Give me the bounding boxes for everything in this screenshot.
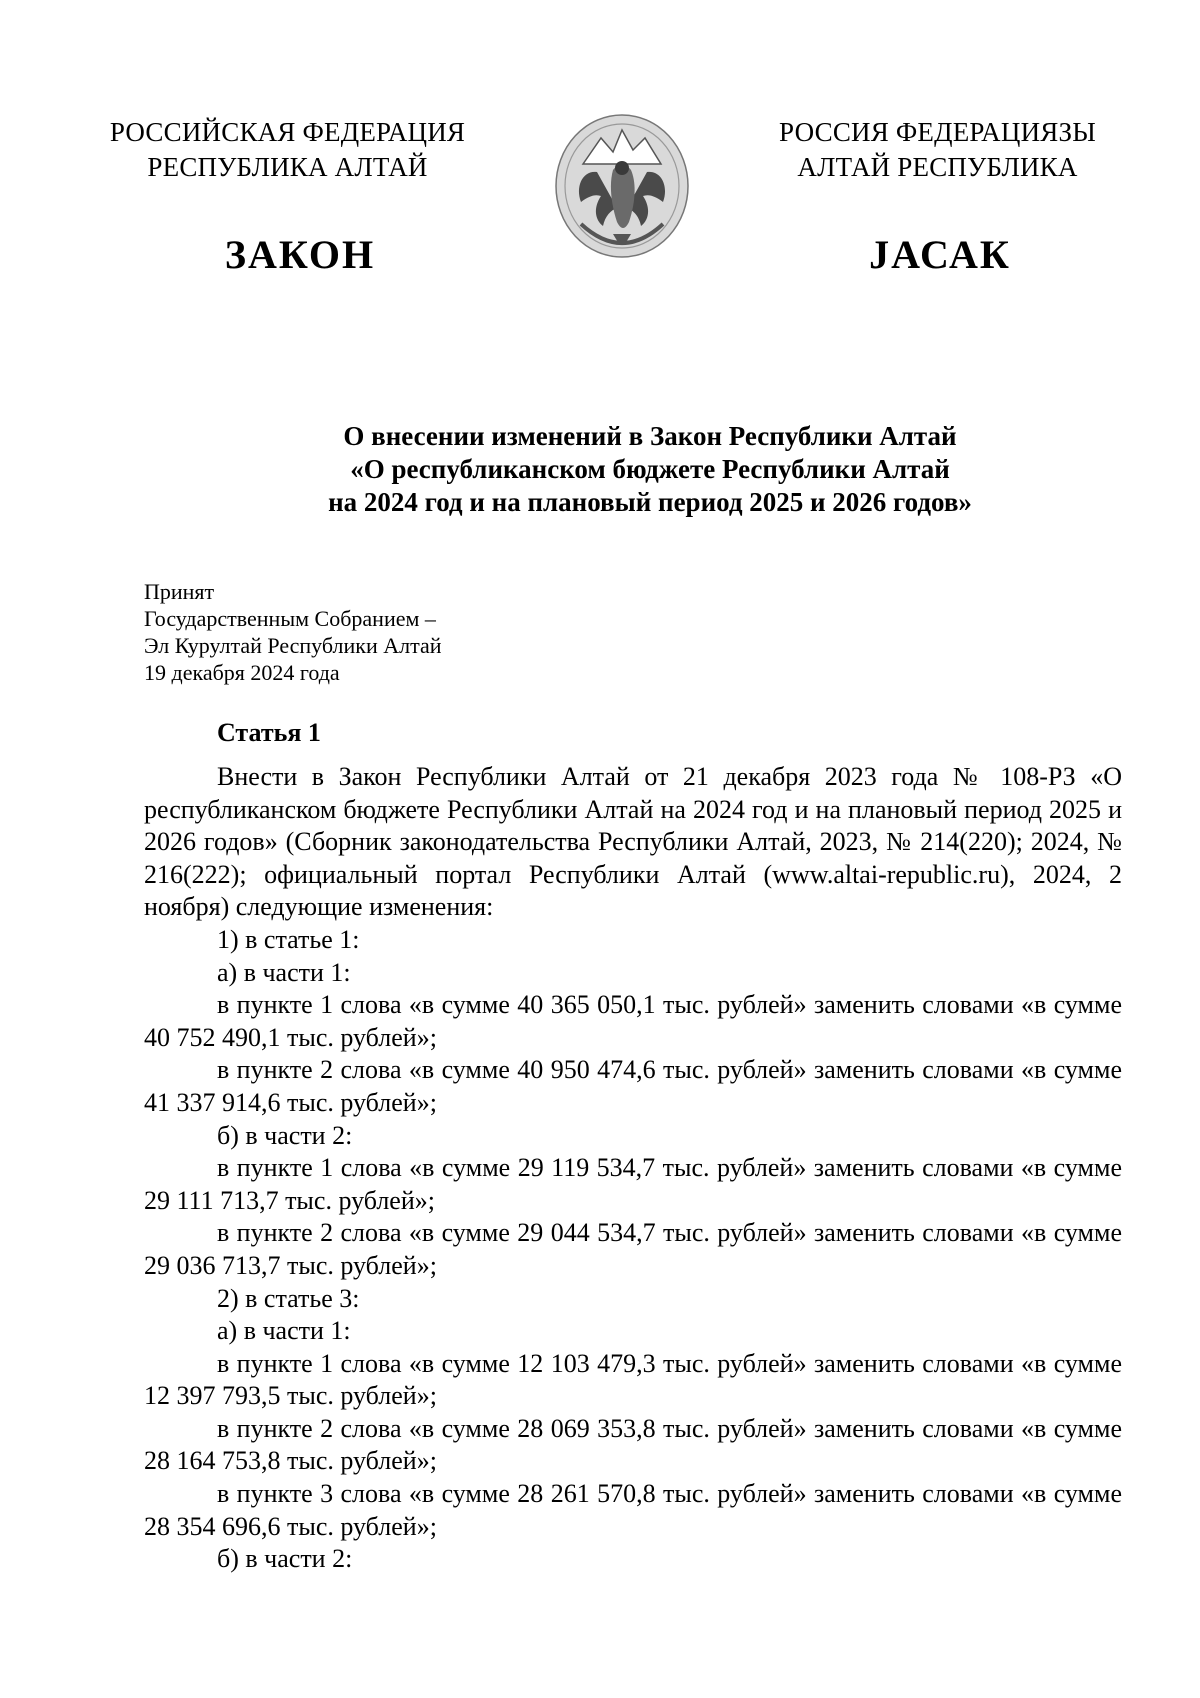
paragraph: в пункте 2 слова «в сумме 40 950 474,6 тыс. рублей» заменить словами «в сумме 41 337 914,6 тыс. рублей»; [144,1055,1122,1117]
paragraph: 1) в статье 1: [217,924,360,954]
paragraph: б) в части 2: [217,1544,353,1574]
coat-of-arms-icon [553,112,691,260]
header-right-line2: АЛТАЙ РЕСПУБЛИКА [797,152,1078,182]
header-right-line1: РОССИЯ ФЕДЕРАЦИЯЗЫ [779,117,1096,147]
header-left-line2: РЕСПУБЛИКА АЛТАЙ [147,152,428,182]
paragraph: в пункте 1 слова «в сумме 40 365 050,1 тыс. рублей» заменить словами «в сумме 40 752 490,1 тыс. рублей»; [144,990,1122,1052]
paragraph: а) в части 1: [217,957,351,987]
article-body [144,761,1122,1576]
adoption-line3: Эл Курултай Республики Алтай [144,633,442,658]
title-line1: О внесении изменений в Закон Республики Алтай [343,421,957,451]
article-heading: Статья 1 [217,718,321,747]
paragraph: б) в части 2: [217,1120,353,1150]
document-title [150,420,1150,519]
paragraph: в пункте 3 слова «в сумме 28 261 570,8 тыс. рублей» заменить словами «в сумме 28 354 696,6 тыс. рублей»; [144,1479,1122,1541]
paragraph: в пункте 2 слова «в сумме 29 044 534,7 тыс. рублей» заменить словами «в сумме 29 036 713,7 тыс. рублей»; [144,1218,1122,1280]
paragraph: в пункте 2 слова «в сумме 28 069 353,8 тыс. рублей» заменить словами «в сумме 28 164 753,8 тыс. рублей»; [144,1413,1122,1476]
title-line3: на 2024 год и на плановый период 2025 и 2026 годов» [328,487,972,517]
header-left [95,115,480,185]
title-line2: «О республиканском бюджете Республики Алтай [350,454,950,484]
header-right [755,115,1120,185]
paragraph: в пункте 1 слова «в сумме 12 103 479,3 тыс. рублей» заменить словами «в сумме 12 397 793,5 тыс. рублей»; [144,1348,1122,1411]
adoption-block [144,578,442,686]
paragraph: а) в части 1: [217,1316,351,1346]
adoption-line4: 19 декабря 2024 года [144,660,340,685]
adoption-line1: Принят [144,579,215,604]
adoption-line2: Государственным Собранием – [144,606,436,631]
paragraph: Внести в Закон Республики Алтай от 21 декабря 2023 года № 108-РЗ «О республиканском бюджете Республики Алтай на 2024 год и на плановый период 2025 и 2026 годов» (Сборник законодательства Республики Алтай, 2023, № 214(220); 2024, № 216(222); официальный портал Республики Алтай (www.altai-republic.ru), 2024, 2 ноября) следующие изменения: [144,762,1122,922]
law-title-altai: JАСАК [869,232,1011,277]
law-title-russian: ЗАКОН [224,232,376,277]
paragraph: в пункте 1 слова «в сумме 29 119 534,7 тыс. рублей» заменить словами «в сумме 29 111 713,7 тыс. рублей»; [144,1153,1122,1215]
paragraph: 2) в статье 3: [217,1283,360,1313]
header-left-line1: РОССИЙСКАЯ ФЕДЕРАЦИЯ [109,117,466,147]
